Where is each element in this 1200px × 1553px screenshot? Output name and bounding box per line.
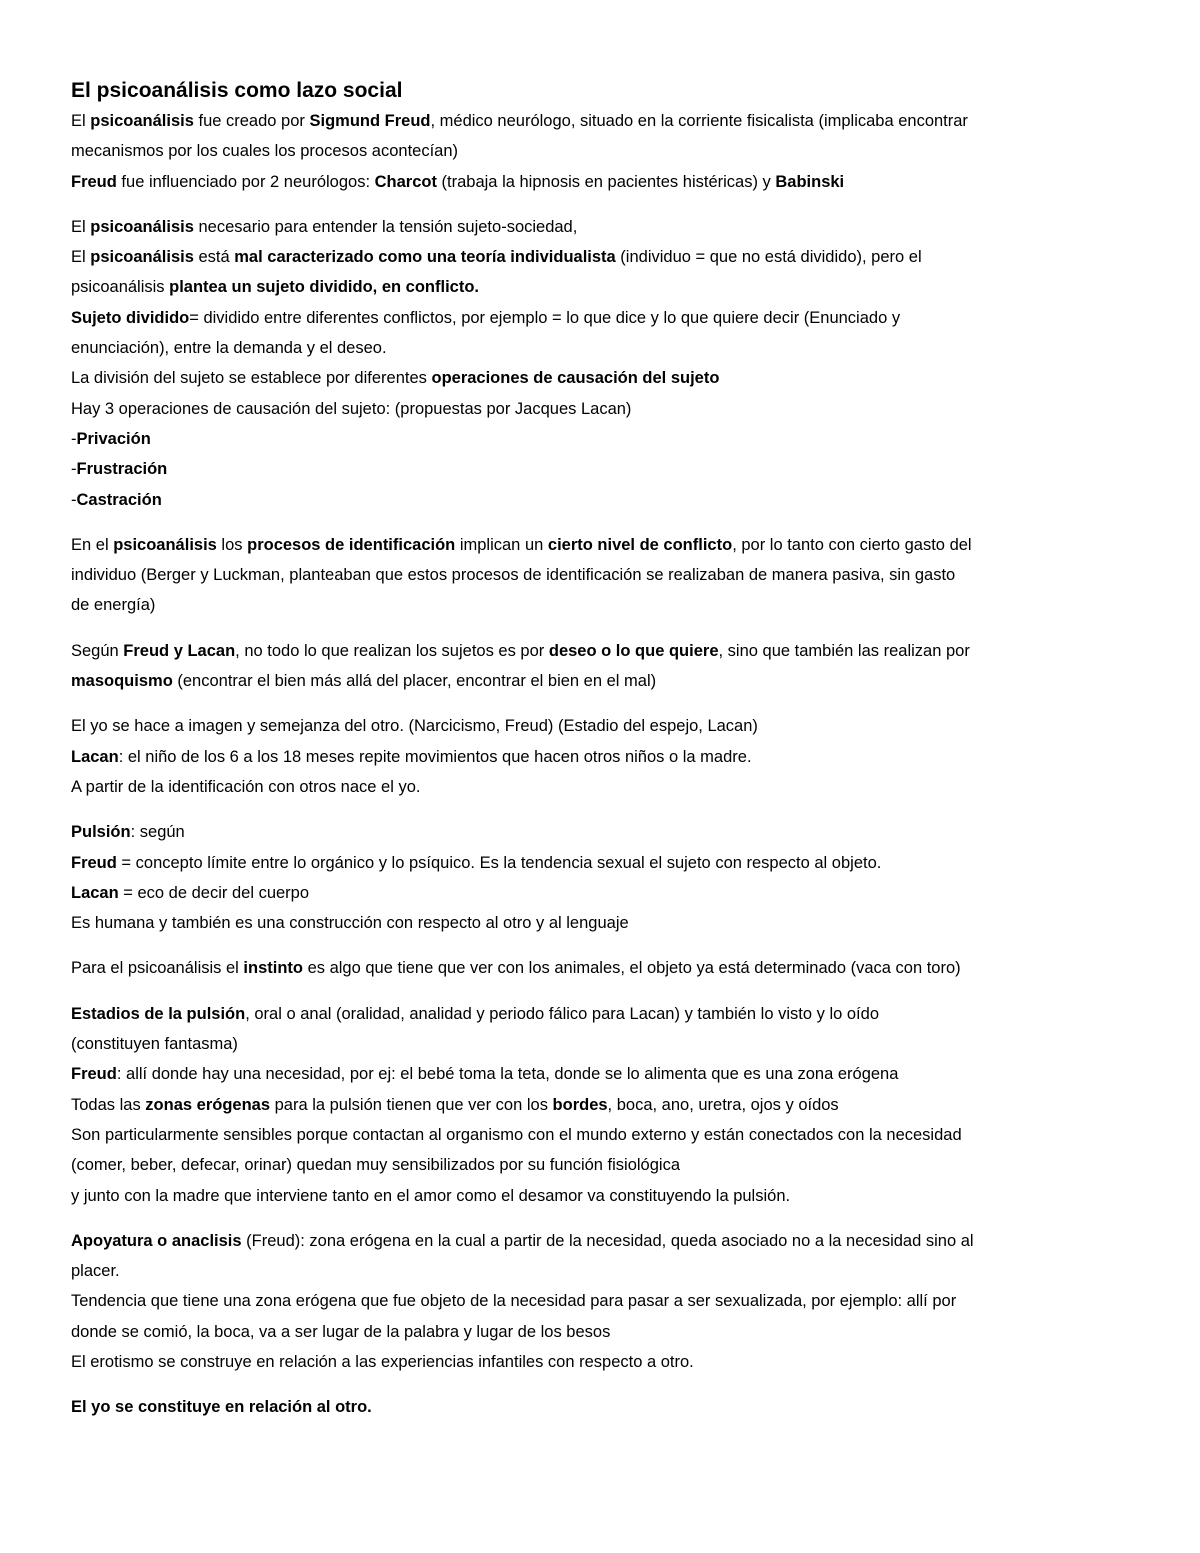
- text-run: (constituyen fantasma): [71, 1035, 238, 1054]
- paragraph: [71, 999, 1140, 1211]
- text-run: donde se comió, la boca, va a ser lugar de la palabra y lugar de los besos: [71, 1322, 611, 1341]
- text-run: implican un: [455, 535, 548, 554]
- text-line: [71, 394, 1140, 424]
- bold-text: Lacan: [71, 747, 119, 766]
- text-run: Es humana y también es una construcción con respecto al otro y al lenguaje: [71, 914, 629, 933]
- text-run: El: [71, 248, 91, 267]
- text-run: Todas las: [71, 1095, 146, 1114]
- text-run: es algo que tiene que ver con los animales, el objeto ya está determinado (vaca con toro): [303, 959, 961, 978]
- text-line: [71, 1347, 1140, 1377]
- bold-text: psicoanálisis: [90, 217, 194, 236]
- paragraph: [71, 106, 1140, 197]
- text-run: La división del sujeto se establece por diferentes: [71, 369, 432, 388]
- text-line: [71, 454, 1140, 484]
- text-line: [71, 333, 1140, 363]
- text-run: individuo (Berger y Luckman, planteaban que estos procesos de identificación se realizaban de manera pasiva, sin gasto: [71, 566, 956, 585]
- text-line: [71, 848, 1140, 878]
- text-run: , oral o anal (oralidad, analidad y periodo fálico para Lacan) y también lo visto y lo oído: [245, 1004, 879, 1023]
- bold-text: Pulsión: [71, 823, 131, 842]
- bold-text: Charcot: [374, 172, 437, 191]
- text-line: [71, 1181, 1140, 1211]
- text-line: [71, 1256, 1140, 1286]
- text-line: [71, 742, 1140, 772]
- text-run: (comer, beber, defecar, orinar) quedan muy sensibilizados por su función fisiológica: [71, 1156, 681, 1175]
- text-line: [71, 636, 1140, 666]
- bold-text: Freud: [71, 172, 117, 191]
- bold-text: psicoanálisis: [90, 112, 194, 130]
- bold-text: El yo se constituye en relación al otro.: [71, 1398, 372, 1417]
- text-line: [71, 711, 1140, 741]
- text-run: fue creado por: [193, 112, 310, 130]
- text-line: [71, 1090, 1140, 1120]
- text-line: [71, 303, 1140, 333]
- text-run: , médico neurólogo, situado en la corriente fisicalista (implicaba encontrar: [430, 112, 968, 130]
- text-run: mecanismos por los cuales los procesos acontecían): [71, 142, 459, 161]
- text-run: = dividido entre diferentes conflictos, por ejemplo = lo que dice y lo que quiere decir (Enunciado y: [189, 308, 901, 327]
- text-run: = concepto límite entre lo orgánico y lo psíquico. Es la tendencia sexual el sujeto con respecto al objeto.: [116, 853, 882, 872]
- paragraph: [71, 530, 1140, 621]
- text-line: [71, 1059, 1140, 1089]
- text-run: de energía): [71, 596, 156, 615]
- text-run: los: [216, 535, 248, 554]
- bold-text: Freud: [71, 1065, 117, 1084]
- text-run: Tendencia que tiene una zona erógena que fue objeto de la necesidad para pasar a ser sexualizada, por ejemplo: allí por: [71, 1292, 957, 1311]
- bold-text: zonas erógenas: [145, 1095, 271, 1114]
- text-run: El: [71, 217, 91, 236]
- text-line: [71, 136, 1140, 166]
- bold-text: Frustración: [76, 460, 168, 479]
- text-line: [71, 1120, 1140, 1150]
- document-title: El psicoanálisis como lazo social: [71, 79, 403, 102]
- text-line: [71, 1392, 1140, 1422]
- text-line: [71, 666, 1140, 696]
- text-line: [71, 485, 1140, 515]
- text-run: El: [71, 112, 91, 130]
- bold-text: psicoanálisis: [90, 248, 194, 267]
- text-run: Según: [71, 641, 124, 660]
- bold-text: cierto nivel de conflicto: [547, 535, 733, 554]
- bold-text: Castración: [76, 490, 162, 509]
- text-run: placer.: [71, 1262, 120, 1281]
- text-line: [71, 560, 1140, 590]
- text-run: El erotismo se construye en relación a las experiencias infantiles con respecto a otro.: [71, 1352, 694, 1371]
- text-line: [71, 908, 1140, 938]
- text-line: [71, 1029, 1140, 1059]
- text-run: fue influenciado por 2 neurólogos:: [116, 172, 375, 191]
- text-line: [71, 1317, 1140, 1347]
- text-line: [71, 272, 1140, 302]
- bold-text: Sujeto dividido: [71, 308, 190, 327]
- text-run: (Freud): zona erógena en la cual a partir de la necesidad, queda asociado no a la necesidad sino al: [241, 1231, 974, 1250]
- text-run: : el niño de los 6 a los 18 meses repite movimientos que hacen otros niños o la madre.: [118, 747, 752, 766]
- paragraph: [71, 953, 1140, 983]
- text-line: [71, 363, 1140, 393]
- text-line: [71, 212, 1140, 242]
- text-run: para la pulsión tienen que ver con los: [270, 1095, 553, 1114]
- text-run: , por lo tanto con cierto gasto del: [732, 535, 972, 554]
- bold-text: Freud: [71, 853, 117, 872]
- paragraph: [71, 212, 1140, 515]
- paragraph: [71, 1226, 1140, 1377]
- text-run: Para el psicoanálisis el: [71, 959, 244, 978]
- text-line: [71, 1226, 1140, 1256]
- text-run: (individuo = que no está dividido), pero el: [615, 248, 922, 267]
- text-line: [71, 1150, 1140, 1180]
- bold-text: deseo o lo que quiere: [548, 641, 719, 660]
- text-line: [71, 424, 1140, 454]
- text-line: [71, 953, 1140, 983]
- bold-text: bordes: [552, 1095, 608, 1114]
- bold-text: masoquismo: [71, 672, 173, 691]
- bold-text: mal caracterizado como una teoría individualista: [234, 248, 616, 267]
- paragraph: [71, 817, 1140, 938]
- text-line: [71, 999, 1140, 1029]
- text-run: -: [71, 429, 77, 448]
- text-line: [71, 772, 1140, 802]
- bold-text: Sigmund Freud: [309, 112, 431, 130]
- bold-text: Freud y Lacan: [123, 641, 236, 660]
- text-line: [71, 1286, 1140, 1316]
- text-run: (encontrar el bien más allá del placer, encontrar el bien en el mal): [172, 672, 657, 691]
- bold-text: Lacan: [71, 883, 119, 902]
- bold-text: psicoanálisis: [113, 535, 217, 554]
- text-run: En el: [71, 535, 114, 554]
- text-run: , sino que también las realizan por: [718, 641, 970, 660]
- text-run: -: [71, 490, 77, 509]
- text-run: , boca, ano, uretra, ojos y oídos: [607, 1095, 839, 1114]
- bold-text: Babinski: [775, 172, 845, 191]
- text-line: [71, 242, 1140, 272]
- paragraph: [71, 711, 1140, 802]
- text-line: [71, 530, 1140, 560]
- text-run: enunciación), entre la demanda y el deseo.: [71, 339, 387, 358]
- text-line: [71, 167, 1140, 197]
- bold-text: Privación: [76, 429, 151, 448]
- text-line: [71, 590, 1140, 620]
- paragraph: [71, 1392, 1140, 1422]
- text-run: = eco de decir del cuerpo: [118, 883, 310, 902]
- text-run: Hay 3 operaciones de causación del sujeto: (propuestas por Jacques Lacan): [71, 399, 632, 418]
- text-run: A partir de la identificación con otros nace el yo.: [71, 777, 421, 796]
- bold-text: plantea un sujeto dividido, en conflicto.: [169, 278, 479, 297]
- text-run: : según: [130, 823, 185, 842]
- bold-text: Estadios de la pulsión: [71, 1004, 246, 1023]
- bold-text: instinto: [243, 959, 303, 978]
- text-run: psicoanálisis: [71, 278, 170, 297]
- text-run: (trabaja la hipnosis en pacientes histéricas) y: [436, 172, 776, 191]
- text-run: y junto con la madre que interviene tanto en el amor como el desamor va constituyendo la pulsión.: [71, 1186, 791, 1205]
- text-run: Son particularmente sensibles porque contactan al organismo con el mundo externo y están conectados con la necesidad: [71, 1125, 962, 1144]
- text-run: : allí donde hay una necesidad, por ej: el bebé toma la teta, donde se lo alimenta que es una zona erógena: [116, 1065, 899, 1084]
- bold-text: procesos de identificación: [247, 535, 456, 554]
- text-run: -: [71, 460, 77, 479]
- text-run: El yo se hace a imagen y semejanza del otro. (Narcicismo, Freud) (Estadio del espejo, Lacan): [71, 717, 758, 736]
- text-run: necesario para entender la tensión sujeto-sociedad,: [193, 217, 578, 236]
- text-line: [71, 106, 1140, 136]
- document-body: [71, 106, 1140, 1423]
- text-run: , no todo lo que realizan los sujetos es por: [235, 641, 549, 660]
- text-run: está: [193, 248, 235, 267]
- text-line: [71, 878, 1140, 908]
- paragraph: [71, 636, 1140, 697]
- bold-text: operaciones de causación del sujeto: [431, 369, 720, 388]
- text-line: [71, 817, 1140, 847]
- bold-text: Apoyatura o anaclisis: [71, 1231, 242, 1250]
